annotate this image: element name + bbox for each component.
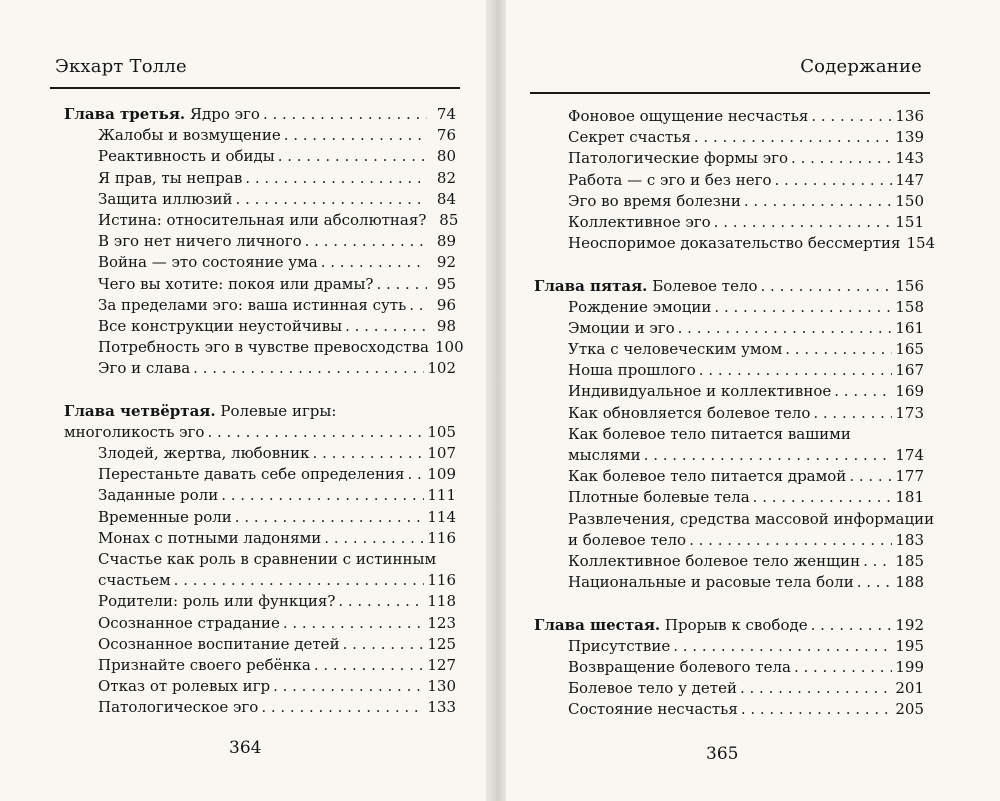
page-number: 169 [895,382,924,401]
chapter-title: Ролевые игры: [220,401,337,420]
toc-entry [64,676,456,697]
page-folio: 365 [706,744,739,764]
running-head-contents: Содержание [800,56,922,77]
running-head-author: Экхарт Толле [55,56,187,77]
page-number: 192 [895,615,924,634]
header-rule [50,87,460,89]
entry-title: Перестаньте давать себе определения [98,465,405,484]
page-number: 74 [436,105,456,123]
toc-entry [534,191,924,212]
chapter-heading-cont [64,422,456,443]
toc-entry [64,613,456,634]
toc-entry [534,551,924,572]
entry-title: Счастье как роль в сравнении с истинным [98,549,437,568]
chapter-title: Болевое тело [652,276,758,295]
entry-title: Монах с потными ладонями [98,528,322,547]
page-number: 118 [427,592,456,611]
toc-entry [534,212,924,233]
toc-entry-cont [64,570,456,591]
entry-title: Фоновое ощущение несчастья [568,107,809,125]
toc-entry [64,507,456,528]
toc-entry-cont [534,530,924,551]
toc-entry [64,316,456,337]
chapter-label: Глава четвёртая. [64,401,216,420]
entry-title-cont: и болевое тело [568,530,687,549]
toc-entry [534,657,924,678]
page-number: 165 [895,340,924,359]
toc-entry [534,487,924,508]
toc-entry [64,591,456,612]
page-number: 147 [895,170,924,189]
header-rule [530,92,930,94]
page-number: 111 [427,486,456,505]
chapter-title: Ядро эго [189,105,260,123]
page-number: 188 [895,573,924,592]
page-number: 109 [427,465,456,484]
toc-entry [534,381,924,402]
entry-title: Истина: относительная или абсолютная? [98,210,427,229]
page-folio: 364 [229,738,262,758]
page-number: 143 [895,149,924,168]
page-number: 177 [895,467,924,486]
entry-title: Как болевое тело питается драмой [568,467,847,486]
toc-entry [534,339,924,360]
page-number: 127 [427,655,456,674]
page-number: 92 [436,253,456,272]
toc-entry [534,106,924,127]
entry-title: Рождение эмоции [568,297,712,316]
page-number: 139 [895,128,924,147]
toc-entry [64,231,456,252]
page-number: 173 [895,403,924,422]
page-number: 100 [435,338,464,357]
entry-title: Признайте своего ребёнка [98,655,311,674]
page-number: 95 [436,274,456,293]
entry-title: Защита иллюзий [98,189,233,208]
chapter-label: Глава шестая. [534,615,661,634]
toc-entry [534,127,924,148]
entry-title: В эго нет ничего личного [98,232,302,251]
toc-entry [534,699,924,720]
toc-entry [64,443,456,464]
toc-entry [64,655,456,676]
toc-entry [64,189,456,210]
entry-title: Чего вы хотите: покоя или драмы? [98,274,374,293]
toc-entry [64,210,459,231]
page-number: 181 [895,488,924,507]
toc-entry [64,168,456,189]
entry-title: Как обновляется болевое тело [568,403,811,422]
page-number: 195 [895,636,924,655]
page-number: 174 [895,446,924,464]
chapter-title-cont: многоликость эго [64,422,205,441]
page-number: 89 [436,232,456,251]
page-number: 205 [895,700,924,719]
entry-title: Патологические формы эго [568,149,789,168]
toc-entry [64,252,456,273]
page-number: 130 [427,677,456,696]
page-number: 102 [427,359,456,378]
page-number: 84 [436,189,456,208]
toc-entry [534,636,924,657]
page-number: 105 [427,422,456,441]
toc-entry [64,634,456,655]
entry-title: Индивидуальное и коллективное [568,382,832,401]
entry-title: Коллективное болевое тело женщин [568,551,861,570]
page-number: 154 [906,234,936,253]
toc-entry [64,528,456,549]
page-number: 133 [427,698,456,717]
page-number: 167 [895,361,924,380]
entry-title: Утка с человеческим умом [568,340,783,359]
page-number: 125 [427,634,456,653]
page-number: 156 [895,276,924,295]
page-number: 80 [436,147,456,166]
chapter-heading [64,104,456,125]
entry-title: Неоспоримое доказательство бессмертия [568,234,901,253]
right-page [506,0,1000,801]
chapter-heading [64,401,456,422]
toc-entry [534,572,924,593]
entry-title: Национальные и расовые тела боли [568,573,854,592]
entry-title: Ноша прошлого [568,361,696,380]
entry-title: Потребность эго в чувстве превосходства [98,338,429,357]
entry-title: Секрет счастья [568,128,691,147]
toc-entry [534,466,924,487]
toc-left [64,104,464,718]
entry-title: Присутствие [568,636,671,655]
entry-title: Работа — с эго и без него [568,170,772,189]
entry-title: Патологическое эго [98,698,259,717]
entry-title-cont: мыслями [568,446,641,464]
chapter-heading [534,615,924,636]
entry-title: Война — это состояние ума [98,253,318,272]
entry-title: Я прав, ты неправ [98,168,243,187]
page-number: 161 [895,318,924,337]
toc-entry [534,148,924,169]
toc-right [534,106,936,720]
toc-entry [534,297,924,318]
toc-entry [534,233,936,254]
chapter-label: Глава пятая. [534,276,648,295]
page-number: 201 [895,679,924,698]
toc-entry [64,464,456,485]
toc-entry-wrapped [534,509,935,530]
page-number: 82 [436,168,456,187]
entry-title: Отказ от ролевых игр [98,677,271,696]
toc-entry-cont [534,445,924,466]
toc-entry [64,697,456,718]
page-number: 107 [427,444,456,462]
entry-title: Родители: роль или функция? [98,592,336,611]
toc-entry [64,274,456,295]
toc-entry-wrapped [534,424,924,445]
toc-entry [534,403,924,424]
page-number: 85 [439,210,459,229]
entry-title: Временные роли [98,507,232,526]
toc-entry [64,146,456,167]
left-page [0,0,486,801]
entry-title: Плотные болевые тела [568,488,750,507]
entry-title: Болевое тело у детей [568,679,737,698]
entry-title: Эго и слава [98,359,191,378]
toc-entry-wrapped [64,549,456,570]
page-number: 96 [436,295,456,314]
entry-title: Эмоции и эго [568,318,675,337]
page-number: 114 [427,507,456,526]
page-number: 183 [895,530,924,549]
book-gutter [486,0,506,801]
chapter-heading [534,276,924,297]
toc-entry [64,485,456,506]
page-number: 116 [427,571,456,590]
entry-title: Жалобы и возмущение [98,126,281,145]
page-number: 151 [895,212,924,231]
entry-title-cont: счастьем [98,571,171,590]
entry-title: Развлечения, средства массовой информации [568,509,935,528]
entry-title: Заданные роли [98,486,219,505]
entry-title: Злодей, жертва, любовник [98,444,310,462]
toc-entry [64,337,464,358]
toc-entry [64,295,456,316]
entry-title: Коллективное эго [568,212,711,231]
page-number: 150 [895,191,924,210]
toc-entry [534,678,924,699]
entry-title: Как болевое тело питается вашими [568,424,851,443]
entry-title: Реактивность и обиды [98,147,275,166]
chapter-title: Прорыв к свободе [664,615,808,634]
toc-entry [534,360,924,381]
entry-title: Осознанное страдание [98,613,280,632]
page-number: 123 [427,613,456,632]
toc-entry [64,358,456,379]
page-number: 185 [895,551,924,570]
page-number: 116 [427,528,456,547]
entry-title: Возвращение болевого тела [568,657,791,676]
entry-title: Все конструкции неустойчивы [98,316,343,335]
page-number: 199 [895,657,924,676]
page-number: 98 [436,316,456,335]
entry-title: За пределами эго: ваша истинная суть [98,295,407,314]
toc-entry [534,318,924,339]
chapter-label: Глава третья. [64,105,186,123]
entry-title: Осознанное воспитание детей [98,634,340,653]
entry-title: Эго во время болезни [568,191,741,210]
entry-title: Состояние несчастья [568,700,738,719]
page-number: 136 [895,107,924,125]
toc-entry [534,170,924,191]
page-number: 76 [436,126,456,145]
toc-entry [64,125,456,146]
page-number: 158 [895,297,924,316]
